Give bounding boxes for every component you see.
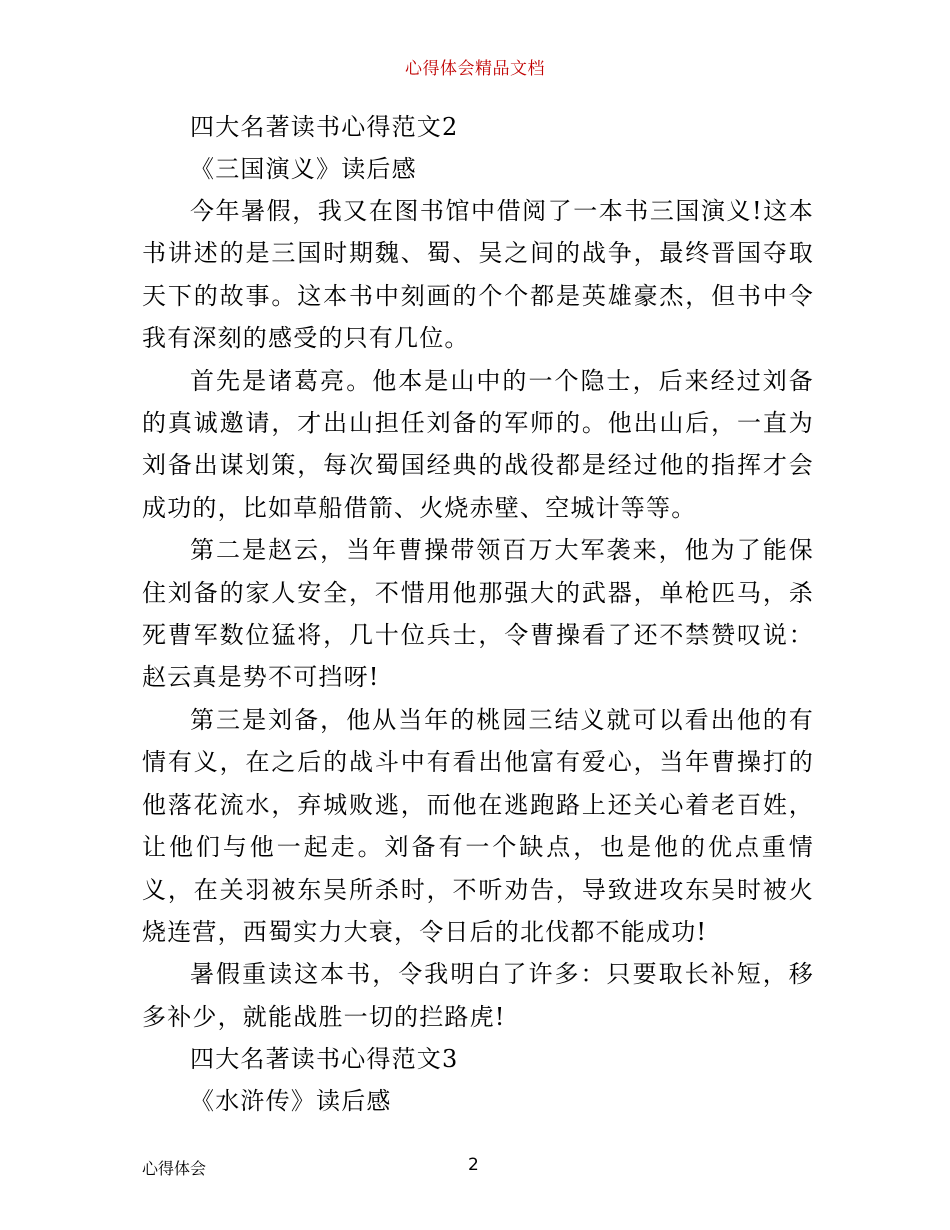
paragraph: 第三是刘备，他从当年的桃园三结义就可以看出他的有情有义，在之后的战斗中有看出他富有爱心，当年曹操打的他落花流水，弃城败逃，而他在逃跑路上还关心着老百姓，让他们与他一起走。刘备有一个缺点，也是他的优点重情义，在关羽被东吴所杀时，不听劝告，导致进攻东吴时被火烧连营，西蜀实力大衰，令日后的北伐都不能成功! bbox=[142, 705, 814, 946]
paragraph: 首先是诸葛亮。他本是山中的一个隐士，后来经过刘备的真诚邀请，才出山担任刘备的军师的。他出山后，一直为刘备出谋划策，每次蜀国经典的战役都是经过他的指挥才会成功的，比如草船借箭、火烧赤壁、空城计等等。 bbox=[142, 366, 814, 522]
paragraph: 第二是赵云，当年曹操带领百万大军袭来，他为了能保住刘备的家人安全，不惜用他那强大的武器，单枪匹马，杀死曹军数位猛将，几十位兵士，令曹操看了还不禁赞叹说：赵云真是势不可挡呀! bbox=[142, 536, 814, 692]
page-number: 2 bbox=[468, 1155, 479, 1175]
section-subheading: 《水浒传》读后感 bbox=[190, 1087, 392, 1116]
paragraph: 暑假重读这本书，令我明白了许多：只要取长补短，移多补少，就能战胜一切的拦路虎! bbox=[142, 960, 814, 1031]
footer-label: 心得体会 bbox=[142, 1159, 207, 1178]
section-heading: 四大名著读书心得范文3 bbox=[190, 1045, 459, 1074]
paragraph: 今年暑假，我又在图书馆中借阅了一本书三国演义!这本书讲述的是三国时期魏、蜀、吴之间的战争，最终晋国夺取天下的故事。这本书中刻画的个个都是英雄豪杰，但书中令我有深刻的感受的只有几位。 bbox=[142, 197, 814, 353]
section-subheading: 《三国演义》读后感 bbox=[190, 155, 417, 183]
document-body bbox=[142, 106, 814, 1122]
page-header: 心得体会精品文档 bbox=[405, 59, 545, 79]
section-heading: 四大名著读书心得范文2 bbox=[190, 113, 459, 141]
